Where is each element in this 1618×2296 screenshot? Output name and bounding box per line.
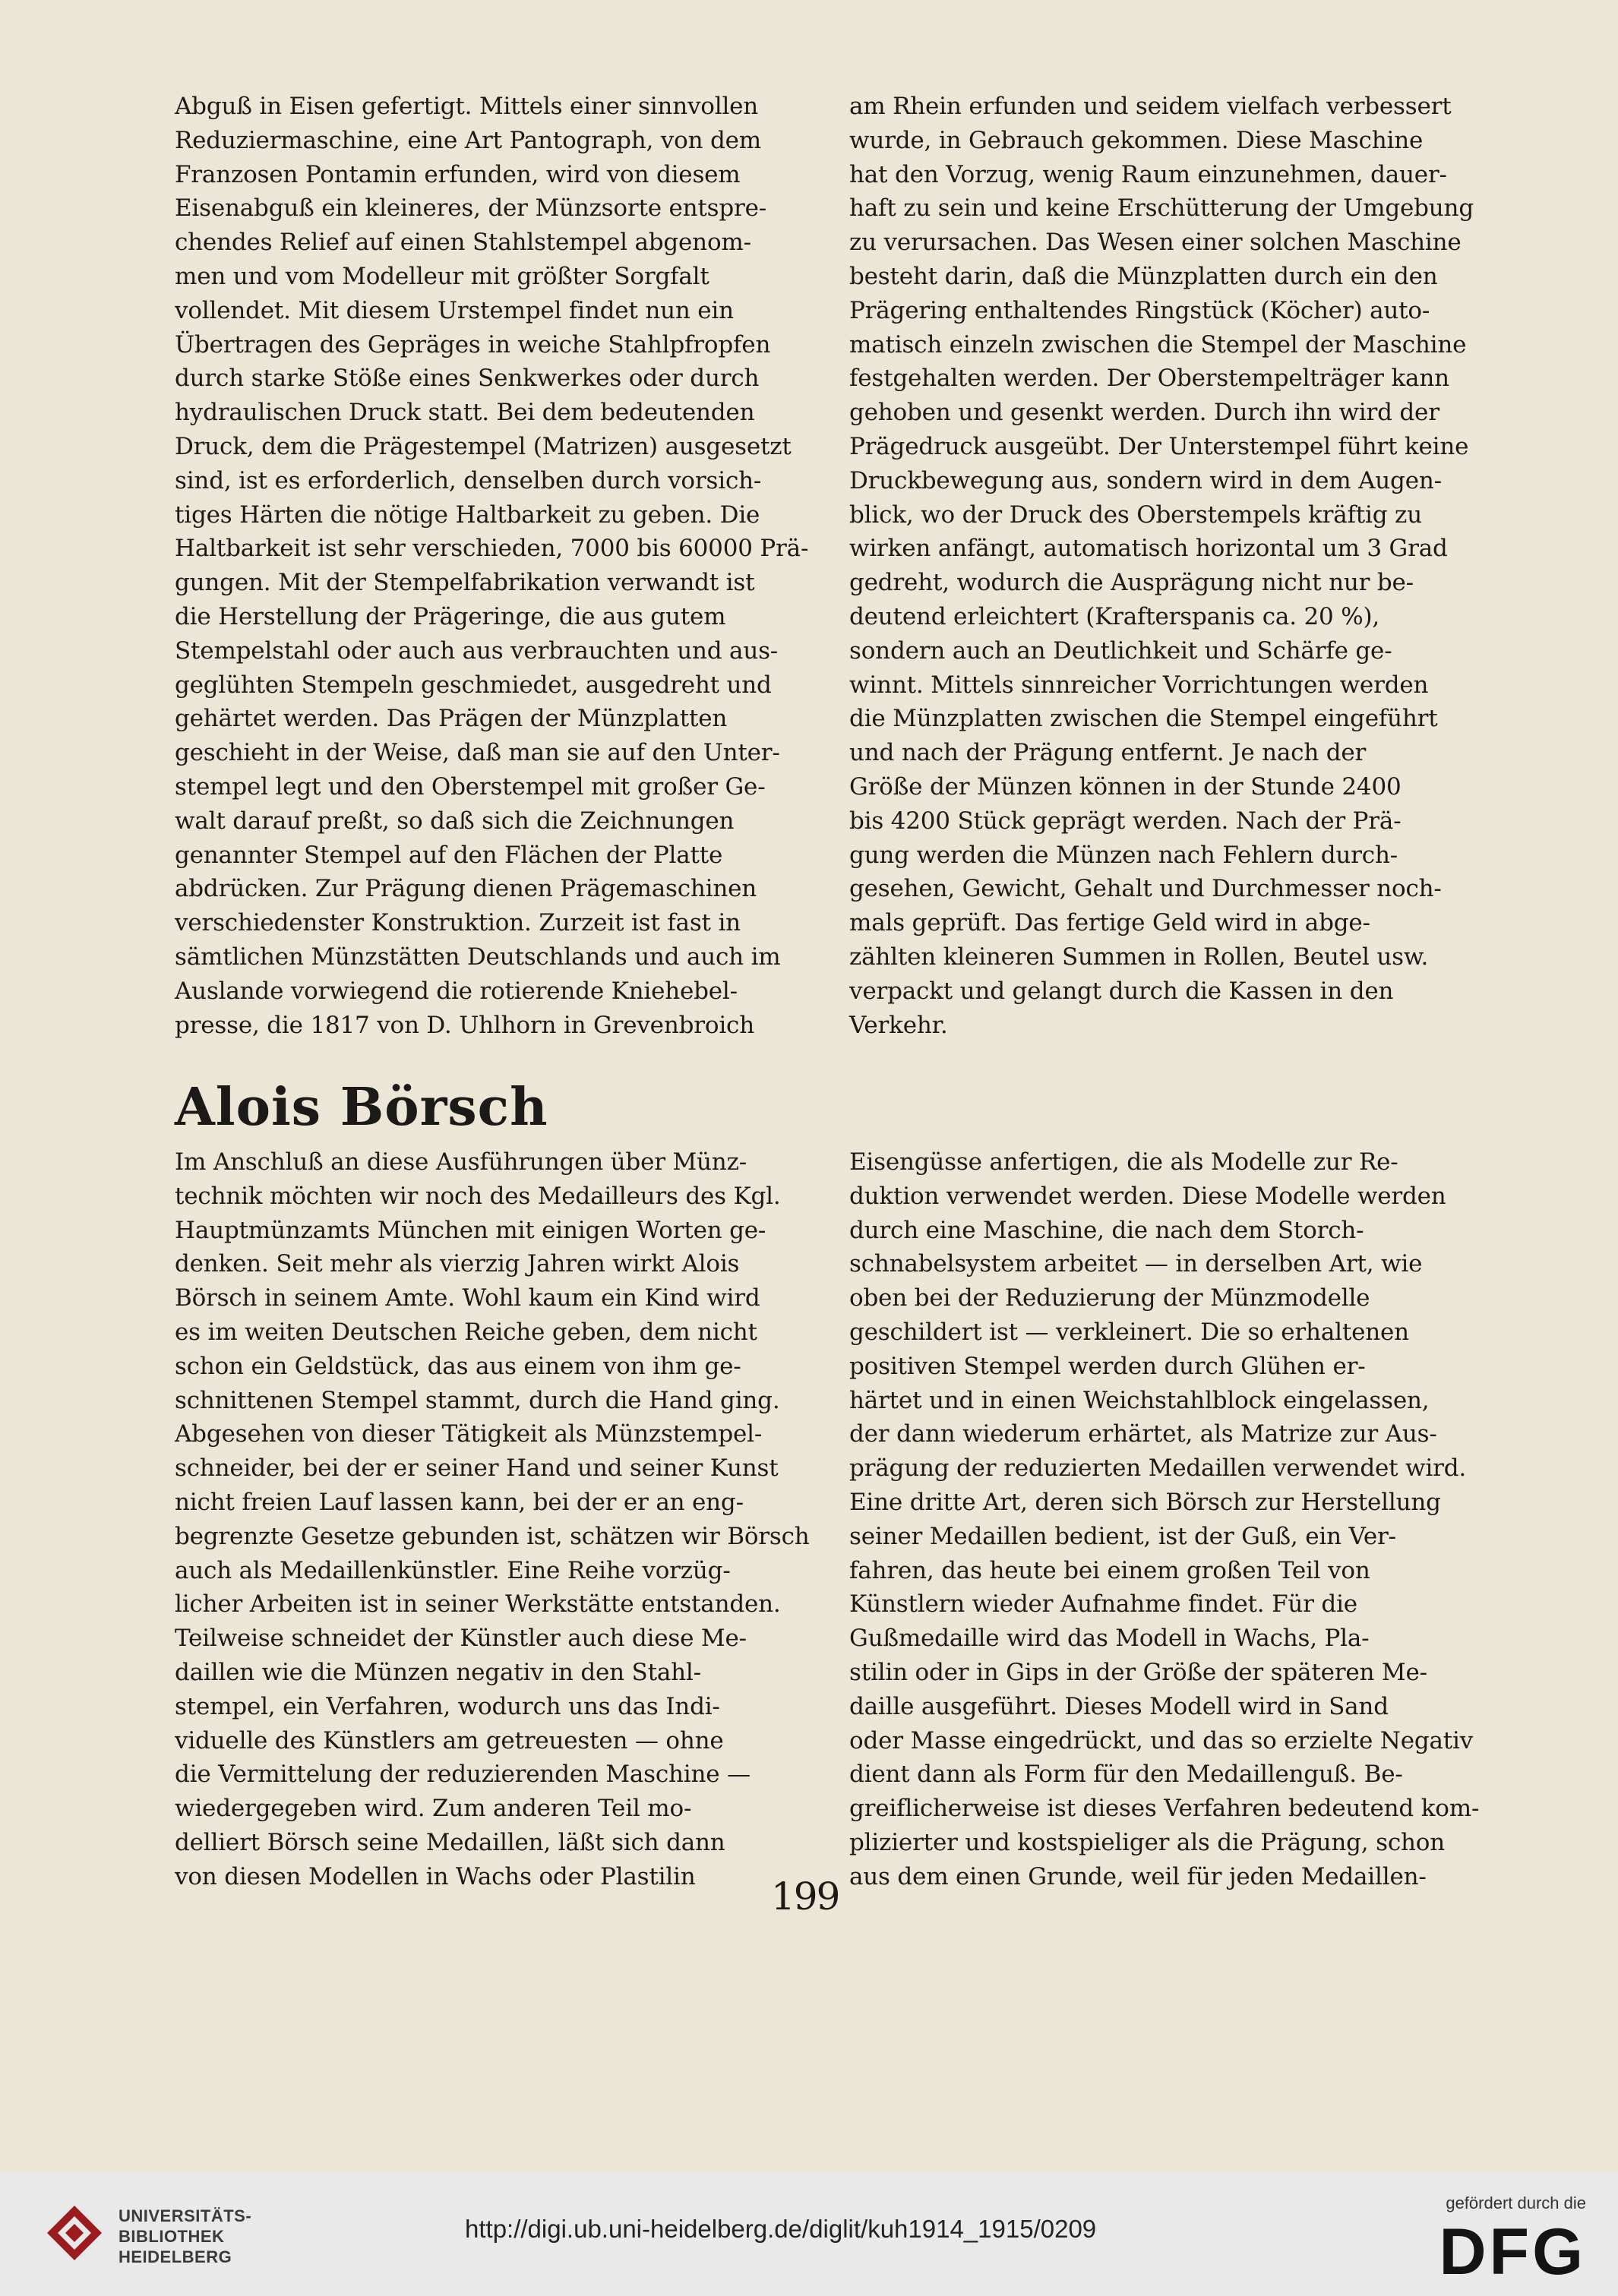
text-line: Eisenabguß ein kleineres, der Münzsorte entspre- (175, 194, 767, 223)
text-line: technik möchten wir noch des Medailleurs des Kgl. (175, 1182, 781, 1210)
text-line: Auslande vorwiegend die rotierende Kniehebel- (175, 977, 738, 1005)
text-line: abdrücken. Zur Prägung dienen Prägemaschinen (175, 875, 757, 903)
text-line: stempel, ein Verfahren, wodurch uns das Indi- (175, 1692, 720, 1720)
page-number: 199 (771, 1874, 839, 1919)
text-line: die Vermittelung der reduzierenden Maschine — (175, 1761, 751, 1789)
text-line: vollendet. Mit diesem Urstempel findet nun ein (175, 296, 734, 324)
text-line: gungen. Mit der Stempelfabrikation verwandt ist (175, 569, 755, 597)
text-line: Eisengüsse anfertigen, die als Modelle zur Re- (849, 1148, 1398, 1176)
text-line: sämtlichen Münzstätten Deutschlands und auch im (175, 943, 781, 971)
text-line: geschieht in der Weise, daß man sie auf den Unter- (175, 739, 780, 767)
text-line: Stempelstahl oder auch aus verbrauchten und aus- (175, 636, 779, 665)
library-name-line: BIBLIOTHEK (119, 2227, 225, 2246)
text-line: matisch einzeln zwischen die Stempel der Maschine (849, 330, 1467, 358)
text-line: delliert Börsch seine Medaillen, läßt sich dann (175, 1828, 725, 1856)
library-name-line: UNIVERSITÄTS- (119, 2206, 252, 2225)
text-line: oben bei der Reduzierung der Münzmodelle (849, 1284, 1370, 1312)
text-line: die Münzplatten zwischen die Stempel eingeführt (849, 705, 1438, 733)
dfg-logo: DFG (1439, 2215, 1586, 2288)
text-line: walt darauf preßt, so daß sich die Zeichnungen (175, 807, 735, 835)
text-line: winnt. Mittels sinnreicher Vorrichtungen werden (849, 671, 1429, 699)
column-bottom-left (175, 1145, 824, 1894)
text-line: genannter Stempel auf den Flächen der Platte (175, 841, 723, 869)
text-line: stilin oder in Gips in der Größe der späteren Me- (849, 1658, 1427, 1686)
text-line: zählten kleineren Summen in Rollen, Beutel usw. (849, 943, 1429, 971)
text-line: schnittenen Stempel stammt, durch die Hand ging. (175, 1386, 780, 1414)
text-line: oder Masse eingedrückt, und das so erzielte Negativ (849, 1726, 1474, 1754)
column-top-right (849, 90, 1499, 1042)
library-name-line: HEIDELBERG (119, 2247, 232, 2266)
funded-by-label: gefördert durch die (1446, 2193, 1586, 2212)
source-url-link[interactable]: http://digi.ub.uni-heidelberg.de/diglit/kuh1914_1915/0209 (465, 2215, 1097, 2243)
text-line: Abguß in Eisen gefertigt. Mittels einer sinnvollen (175, 93, 759, 120)
text-line: wirken anfängt, automatisch horizontal um 3 Grad (849, 535, 1448, 563)
text-line: Reduziermaschine, eine Art Pantograph, von dem (175, 126, 761, 154)
column-bottom-right (849, 1145, 1499, 1894)
text-line: Übertragen des Gepräges in weiche Stahlpfropfen (175, 330, 771, 358)
text-line: plizierter und kostspieliger als die Prägung, schon (849, 1828, 1445, 1856)
text-line: verpackt und gelangt durch die Kassen in den (849, 977, 1394, 1005)
text-line: der dann wiederum erhärtet, als Matrize zur Aus- (849, 1420, 1437, 1448)
text-line: viduelle des Künstlers am getreuesten — ohne (175, 1726, 724, 1754)
text-line: deutend erleichtert (Krafterspanis ca. 20 %), (849, 602, 1380, 630)
text-line: und nach der Prägung entfernt. Je nach der (849, 739, 1367, 767)
text-line: sind, ist es erforderlich, denselben durch vorsich- (175, 466, 762, 494)
text-line: begrenzte Gesetze gebunden ist, schätzen wir Börsch (175, 1522, 810, 1550)
text-line: Haltbarkeit ist sehr verschieden, 7000 bis 60000 Prä- (175, 535, 809, 563)
text-line: gedreht, wodurch die Ausprägung nicht nur be- (849, 569, 1414, 597)
text-line: Gußmedaille wird das Modell in Wachs, Pla- (849, 1625, 1370, 1653)
text-line: Größe der Münzen können in der Stunde 2400 (849, 772, 1402, 801)
text-line: men und vom Modelleur mit größter Sorgfalt (175, 262, 709, 290)
text-line: fahren, das heute bei einem großen Teil von (849, 1556, 1370, 1584)
text-line: dient dann als Form für den Medaillenguß. Be- (849, 1761, 1403, 1789)
text-line: Teilweise schneidet der Künstler auch diese Me- (175, 1625, 747, 1653)
text-line: festgehalten werden. Der Oberstempelträger kann (849, 365, 1449, 393)
text-line: hat den Vorzug, wenig Raum einzunehmen, dauer- (849, 160, 1447, 188)
text-line: sondern auch an Deutlichkeit und Schärfe ge- (849, 636, 1392, 665)
text-line: zu verursachen. Das Wesen einer solchen Maschine (849, 229, 1462, 257)
text-line: Druck, dem die Prägestempel (Matrizen) ausgesetzt (175, 432, 792, 460)
text-line: besteht darin, daß die Münzplatten durch ein den (849, 262, 1438, 290)
text-line: seiner Medaillen bedient, ist der Guß, ein Ver- (849, 1522, 1396, 1550)
text-line: gehoben und gesenkt werden. Durch ihn wird der (849, 399, 1439, 427)
text-line: auch als Medaillenkünstler. Eine Reihe vorzüg- (175, 1556, 731, 1584)
column-top-left (175, 90, 824, 1042)
text-line: Druckbewegung aus, sondern wird in dem Augen- (849, 466, 1442, 494)
text-line: haft zu sein und keine Erschütterung der Umgebung (849, 194, 1474, 223)
text-line: schneider, bei der er seiner Hand und seiner Kunst (175, 1454, 779, 1483)
text-line: aus dem einen Grunde, weil für jeden Medaillen- (849, 1862, 1427, 1890)
text-line: Hauptmünzamts München mit einigen Worten ge- (175, 1216, 766, 1244)
text-line: positiven Stempel werden durch Glühen er- (849, 1352, 1366, 1380)
section-heading: Alois Börsch (175, 1077, 548, 1138)
text-line: durch eine Maschine, die nach dem Storch- (849, 1216, 1364, 1244)
text-line: gung werden die Münzen nach Fehlern durch- (849, 841, 1398, 869)
text-line: härtet und in einen Weichstahlblock eingelassen, (849, 1386, 1430, 1414)
text-line: duktion verwendet werden. Diese Modelle werden (849, 1182, 1446, 1210)
text-line: denken. Seit mehr als vierzig Jahren wirkt Alois (175, 1250, 740, 1278)
text-line: von diesen Modellen in Wachs oder Plastilin (175, 1862, 696, 1890)
university-library-logo-icon (44, 2203, 105, 2263)
text-line: prägung der reduzierten Medaillen verwendet wird. (849, 1454, 1467, 1483)
text-line: am Rhein erfunden und seidem vielfach verbessert (849, 93, 1452, 120)
text-line: Prägedruck ausgeübt. Der Unterstempel führt keine (849, 432, 1469, 460)
text-line: wurde, in Gebrauch gekommen. Diese Maschine (849, 126, 1424, 154)
text-line: schon ein Geldstück, das aus einem von ihm ge- (175, 1352, 741, 1380)
text-line: gehärtet werden. Das Prägen der Münzplatten (175, 705, 728, 733)
text-line: Abgesehen von dieser Tätigkeit als Münzstempel- (175, 1420, 763, 1448)
text-line: durch starke Stöße eines Senkwerkes oder durch (175, 365, 760, 393)
footer-bar (0, 2172, 1618, 2296)
text-line: geglühten Stempeln geschmiedet, ausgedreht und (175, 671, 772, 699)
text-line: die Herstellung der Prägeringe, die aus gutem (175, 602, 726, 630)
library-name (119, 2206, 251, 2267)
text-line: Franzosen Pontamin erfunden, wird von diesem (175, 160, 741, 188)
text-line: verschiedenster Konstruktion. Zurzeit ist fast in (175, 909, 741, 937)
text-line: greiflicherweise ist dieses Verfahren bedeutend kom- (849, 1795, 1480, 1823)
text-line: bis 4200 Stück geprägt werden. Nach der Prä- (849, 807, 1402, 835)
text-line: Prägering enthaltendes Ringstück (Köcher) auto- (849, 296, 1430, 324)
text-line: Börsch in seinem Amte. Wohl kaum ein Kind wird (175, 1284, 760, 1312)
text-line: chendes Relief auf einen Stahlstempel abgenom- (175, 229, 751, 257)
text-line: presse, die 1817 von D. Uhlhorn in Grevenbroich (175, 1011, 754, 1039)
text-line: es im weiten Deutschen Reiche geben, dem nicht (175, 1318, 757, 1346)
text-line: Eine dritte Art, deren sich Börsch zur Herstellung (849, 1488, 1441, 1516)
text-line: Verkehr. (849, 1011, 948, 1039)
text-line: daillen wie die Münzen negativ in den Stahl- (175, 1658, 701, 1686)
text-line: nicht freien Lauf lassen kann, bei der er an eng- (175, 1488, 744, 1516)
text-line: Künstlern wieder Aufnahme findet. Für die (849, 1590, 1357, 1619)
text-line: schnabelsystem arbeitet — in derselben Art, wie (849, 1250, 1423, 1278)
text-line: Im Anschluß an diese Ausführungen über Münz- (175, 1148, 747, 1176)
text-line: mals geprüft. Das fertige Geld wird in abge- (849, 909, 1370, 937)
text-line: wiedergegeben wird. Zum anderen Teil mo- (175, 1795, 692, 1823)
text-line: tiges Härten die nötige Haltbarkeit zu geben. Die (175, 501, 760, 529)
text-line: daille ausgeführt. Dieses Modell wird in Sand (849, 1692, 1389, 1720)
text-line: blick, wo der Druck des Oberstempels kräftig zu (849, 501, 1422, 529)
text-line: stempel legt und den Oberstempel mit großer Ge- (175, 772, 766, 801)
text-line: gesehen, Gewicht, Gehalt und Durchmesser noch- (849, 875, 1442, 903)
text-line: geschildert ist — verkleinert. Die so erhaltenen (849, 1318, 1409, 1346)
text-line: hydraulischen Druck statt. Bei dem bedeutenden (175, 399, 755, 427)
text-line: licher Arbeiten ist in seiner Werkstätte entstanden. (175, 1590, 781, 1619)
